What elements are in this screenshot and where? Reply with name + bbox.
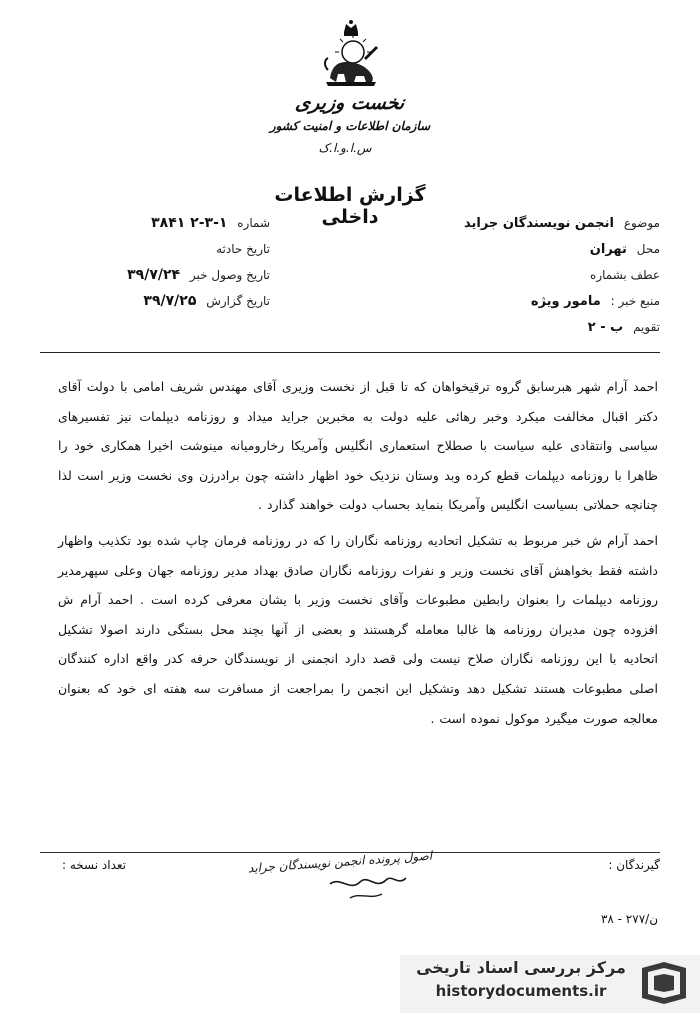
subject-value: انجمن نویسندگان جراید — [464, 216, 614, 231]
reference-label: عطف بشماره — [590, 268, 660, 282]
reference-row — [410, 262, 660, 288]
org-subtitle: سازمان اطلاعات و امنیت کشور — [269, 119, 431, 133]
rating-value: ب - ۲ — [587, 320, 624, 335]
org-code: س.ا.و.ا.ک — [318, 141, 372, 155]
handwritten-signature-icon — [210, 846, 470, 906]
handwritten-note: اصول پرونده انجمن نویسندگان جراید — [247, 848, 433, 876]
place-row — [410, 236, 660, 262]
receipt-date-value: ۳۹/۷/۲۴ — [127, 267, 181, 283]
lion-and-sun-emblem-icon — [320, 18, 382, 88]
report-title: گزارش اطلاعات داخلی — [274, 184, 426, 228]
place-label: محل — [636, 242, 660, 256]
watermark-name: مرکز بررسی اسناد تاریخی — [416, 958, 626, 977]
copies-label: تعداد نسخه : — [62, 858, 127, 872]
source-row — [410, 288, 660, 314]
document-reference: ۳۸ - ۲۷۷/ن — [600, 912, 658, 926]
body-paragraph-1: احمد آرام شهر هبرسابق گروه ترقیخواهان که تا قبل از نخست وزیری آقای مهندس شریف امامی با دولت آقای دکتر اقبال مخالفت میکرد وخبر رهائی علیه دولت به مخبرین جراید میداد و روزنامه دیپلمات نیز تفسیرهای سیاسی وانتقادی علیه سیاست با صطلاح استعماری انگلیس وآمریکا رخارومیانه مینوشت اخیرا همکاری خود را ظاهرا با روزنامه دیپلمات قطع کرده وبد وستان نزدیک خود اظهار داشته چون برادرزن وی نخست وزیر است لذا چنانچه حملاتی بسیاست انگلیس وآمریکا بنماید بحساب دولت خواهند گذارد . — [58, 379, 658, 513]
report-body — [58, 372, 658, 739]
rating-row — [410, 314, 660, 340]
number-row — [40, 210, 270, 236]
rating-label: تقویم — [633, 320, 660, 334]
watermark-url: historydocuments.ir — [435, 982, 607, 1000]
source-label: منبع خبر : — [610, 294, 660, 308]
archive-logo-icon — [638, 960, 690, 1006]
place-value: تهران — [589, 242, 627, 257]
event-date-label: تاریخ حادثه — [216, 242, 270, 256]
receipt-date-row — [40, 262, 270, 288]
number-value: ۲-۳-۱ ۳۸۴۱ — [151, 215, 228, 231]
report-date-label: تاریخ گزارش — [206, 294, 270, 308]
source-value: مامور ویژه — [530, 294, 601, 309]
number-label: شماره — [237, 216, 270, 230]
report-date-value: ۳۹/۷/۲۵ — [143, 293, 197, 309]
org-title: نخست وزیری — [294, 92, 406, 114]
subject-label: موضوع — [623, 216, 660, 230]
report-date-row — [40, 288, 270, 314]
metadata-left — [40, 210, 270, 314]
subject-row — [410, 210, 660, 236]
body-paragraph-2: احمد آرام ش خبر مربوط به تشکیل اتحادیه روزنامه نگاران را که در روزنامه فرمان چاپ شده بود تکذیب واظهار داشته فقط بخواهش آقای نخست وزیر و نفرات روزنامه نگاران صادق بهداد مدیر روزنامه جهان وعلی سپهرمدیر روزنامه دیپلمات را بعنوان رابطین مطبوعات وآقای نخست وزیر با یشان معرفی کرده است . احمد آرام ش افزوده چون مدیران روزنامه ها غالبا معامله گرهستند و بعضی از آنها بچند محل بستگی دارند اصولا تشکیل اتحادیه با این روزنامه نگاران صلاح نیست ولی قصد دارد انجمنی از نویسندگان حرفه کدر واقع اداره کنندگان اصلی مطبوعات هستند تشکیل دهد وتشکیل این انجمن را بمراجعت از مسافرت سه هفته ای خود که بعنوان معالجه صورت میگیرد موکول نموده است . — [58, 532, 658, 726]
recipients-label: گیرندگان : — [608, 858, 660, 872]
event-date-row — [40, 236, 270, 262]
receipt-date-label: تاریخ وصول خبر — [189, 268, 270, 282]
header-divider — [40, 352, 660, 353]
metadata-right — [410, 210, 660, 340]
